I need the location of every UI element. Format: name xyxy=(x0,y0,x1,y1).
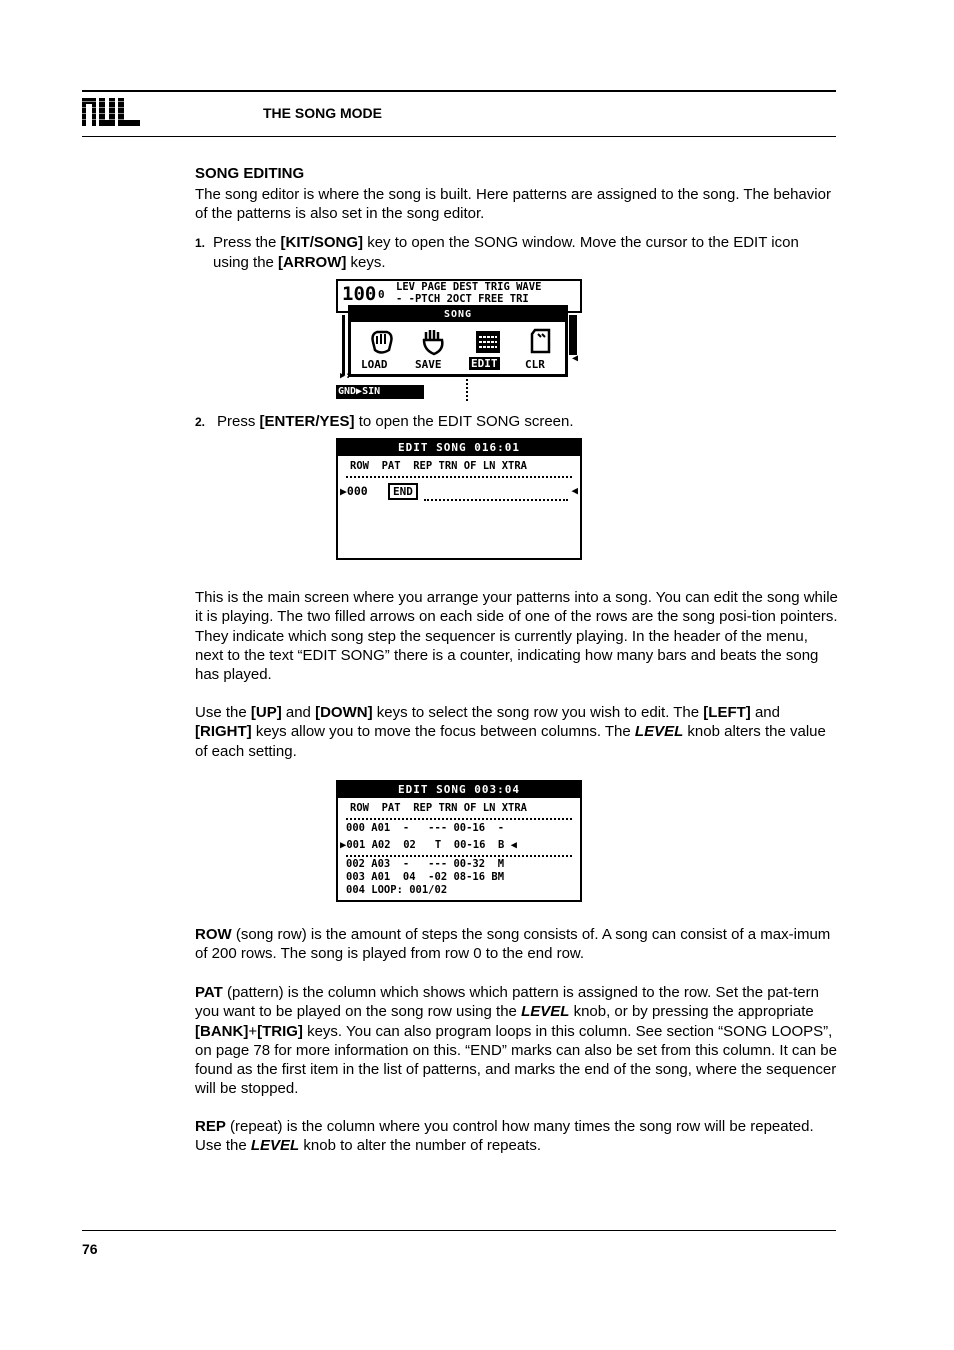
song-row: 003 A01 04 -02 08-16 BM xyxy=(346,871,505,883)
edit-song-title: EDIT SONG 003:04 xyxy=(338,782,580,798)
key-name: [KIT/SONG] xyxy=(280,234,364,251)
footer-rule xyxy=(82,1230,836,1231)
step-text: key to open the SONG window. Move the cursor to the EDIT icon using the xyxy=(213,234,799,271)
navigation-description: Use the [UP] and [DOWN] keys to select the song row you wish to edit. The [LEFT] and [RIGHT] keys allow you to move the focus between columns. The LEVEL knob alters the value of each setting. xyxy=(195,704,826,760)
song-editing-heading: SONG EDITING xyxy=(195,165,305,182)
step-1 xyxy=(195,233,838,272)
tempo-value: 100 xyxy=(342,283,377,305)
header-bottom-rule xyxy=(82,136,836,137)
step-number: 1. xyxy=(195,236,206,250)
step-text: to open the EDIT SONG screen. xyxy=(354,413,574,430)
column-headers: ROW PAT REP TRN OF LN XTRA xyxy=(350,460,528,472)
clear-page-icon xyxy=(529,328,553,354)
step-number: 2. xyxy=(195,415,206,429)
icon-label-edit: EDIT xyxy=(471,357,498,370)
song-row: 000 A01 - --- 00-16 - xyxy=(346,822,505,834)
row-number: ▶000 xyxy=(340,484,368,498)
save-hand-icon xyxy=(421,328,447,356)
song-editing-intro: The song editor is where the song is built. Here patterns are assigned to the song. The behavior of the patterns is also set in the song editor. xyxy=(195,186,831,223)
step-text: Press the xyxy=(213,234,281,251)
song-pointer-right-icon: ◀ xyxy=(571,484,578,497)
edit-song-screen-empty xyxy=(336,438,582,560)
row-pointer-icon: ▶: xyxy=(340,371,351,381)
page-number: 76 xyxy=(82,1241,98,1257)
header-top-rule xyxy=(82,90,836,92)
rep-description: REP (repeat) is the column where you control how many times the song row will be repeated. Use the LEVEL knob to alter the number of repeats. xyxy=(195,1118,814,1155)
song-window-screenshot xyxy=(336,279,582,401)
edit-song-title: EDIT SONG 016:01 xyxy=(338,440,580,456)
pat-description: PAT (pattern) is the column which shows which pattern is assigned to the row. Set the pat-tern you want to be played on the song row using the LEVEL knob, or by pressing the appropriate [BANK]+[TRIG] keys. You can also program loops in this column. See section “SONG LOOPS”, on page 78 for more information on this. “END” marks can also be set from this column. It can be found as the first item in the list of patterns, and marks the end of the song, where the sequencer will be stopped. xyxy=(195,984,837,1098)
song-popup xyxy=(348,305,568,377)
lfo-columns: LEV PAGE DEST TRIG WAVE xyxy=(396,281,542,293)
key-name: [ARROW] xyxy=(278,253,347,271)
step-2 xyxy=(195,412,838,432)
brand-logo-icon xyxy=(82,98,140,126)
tempo-suffix: 0 xyxy=(378,288,385,301)
main-screen-description: This is the main screen where you arrange your patterns into a song. You can edit the song while it is playing. The two filled arrows on each side of one of the rows are the song posi-tion pointers. They indicate which song step the sequencer is currently playing. In the header of the menu, next to the text “EDIT SONG” there is a counter, indicating how many bars and beats the song has played. xyxy=(195,589,838,684)
lfo-values: - -PTCH 2OCT FREE TRI xyxy=(396,293,529,305)
step-text: keys. xyxy=(346,253,386,271)
load-hand-icon xyxy=(369,328,395,356)
song-row-selected: ▶001 A02 02 T 00-16 B ◀ xyxy=(340,839,518,851)
popup-title: SONG xyxy=(351,308,565,322)
row-description: ROW (song row) is the amount of steps the song consists of. A song can consist of a max-imum of 200 rows. The song is played from row 0 to the end row. xyxy=(195,926,831,963)
icon-label-save: SAVE xyxy=(415,358,442,371)
song-row: 004 LOOP: 001/02 xyxy=(346,884,448,896)
edit-list-icon xyxy=(475,330,501,354)
icon-label-clr: CLR xyxy=(525,358,545,371)
right-pointer-icon: ◀ xyxy=(572,353,579,364)
step-text: Press xyxy=(217,413,260,430)
section-title: THE SONG MODE xyxy=(263,105,383,121)
edit-song-screen-filled xyxy=(336,780,582,902)
icon-label-load: LOAD xyxy=(361,358,388,371)
song-row: 002 A03 - --- 00-32 M xyxy=(346,858,505,870)
bottom-label: GND▶SIN xyxy=(336,385,424,399)
column-headers: ROW PAT REP TRN OF LN XTRA xyxy=(350,802,528,814)
end-cell: END xyxy=(388,483,418,500)
key-name: [ENTER/YES] xyxy=(259,413,355,430)
